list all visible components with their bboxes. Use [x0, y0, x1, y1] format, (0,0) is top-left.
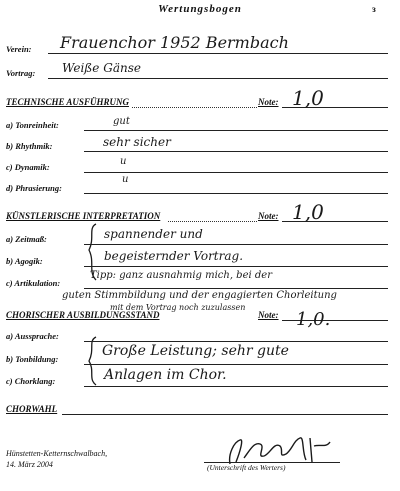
interpretation-note-value: 1,0: [292, 200, 324, 224]
brace-mark-lower: [86, 335, 100, 387]
tonbildung-label: b) Tonbildung:: [6, 354, 59, 364]
tonreinheit-line: [84, 130, 388, 131]
phrasierung-label: d) Phrasierung:: [6, 183, 62, 193]
place-text: Hünstetten-Ketternschwalbach,: [6, 449, 108, 458]
zeitmass-label: a) Zeitmaß:: [6, 234, 47, 244]
vortrag-value: Weiße Gänse: [62, 61, 141, 75]
ausbildung-note-value: 1,0.: [296, 309, 331, 330]
agogik-value: begeisternder Vortrag.: [104, 249, 244, 263]
technik-note-label: Note:: [258, 97, 279, 107]
agogik-label: b) Agogik:: [6, 256, 43, 266]
artikulation-continuation-2: mit dem Vortrag noch zuzulassen: [110, 303, 246, 312]
signature-caption: (Unterschrift des Werters): [207, 463, 286, 472]
ausbildung-note-label: Note:: [258, 310, 279, 320]
zeitmass-value: spannender und: [104, 227, 203, 241]
artikulation-label: c) Artikulation:: [6, 278, 61, 288]
aussprache-label: a) Aussprache:: [6, 331, 59, 341]
interpretation-note-label: Note:: [258, 211, 279, 221]
chorklang-line: [84, 386, 388, 387]
artikulation-continuation-1: guten Stimmbildung und der engagierten Chorleitung: [62, 290, 337, 301]
artikulation-value: Tipp: ganz ausnahmig mich, bei der: [90, 270, 272, 281]
chorwahl-heading: CHORWAHL: [6, 404, 58, 414]
chorklang-value: Anlagen im Chor.: [104, 367, 227, 383]
dynamik-value: u: [120, 156, 127, 167]
agogik-line: [84, 266, 388, 267]
corner-mark: ɜ: [372, 4, 376, 14]
chorwahl-line: [62, 414, 388, 415]
technik-dotline: [132, 107, 257, 108]
ausbildung-heading: CHORISCHER AUSBILDUNGSSTAND: [6, 310, 160, 320]
technik-note-value: 1,0: [292, 86, 324, 110]
interpretation-dotline: [168, 221, 257, 222]
vortrag-line: [48, 78, 388, 79]
verein-value: Frauenchor 1952 Bermbach: [60, 33, 289, 52]
verein-label: Verein:: [6, 44, 32, 54]
chorklang-label: c) Chorklang:: [6, 376, 56, 386]
verein-line: [48, 53, 388, 54]
aussprache-line: [84, 341, 388, 342]
tonbildung-line: [84, 364, 388, 365]
phrasierung-value: u: [122, 174, 129, 185]
technik-heading: TECHNISCHE AUSFÜHRUNG: [6, 97, 129, 107]
page-title: Wertungsbogen: [158, 3, 242, 15]
rhythmik-label: b) Rhythmik:: [6, 141, 53, 151]
dynamik-line: [84, 172, 388, 173]
rhythmik-value: sehr sicher: [103, 135, 171, 149]
tonreinheit-label: a) Tonreinheit:: [6, 120, 59, 130]
tonbildung-value: Große Leistung; sehr gute: [102, 343, 289, 359]
zeitmass-line: [84, 244, 388, 245]
phrasierung-line: [84, 193, 388, 194]
dynamik-label: c) Dynamik:: [6, 162, 50, 172]
date-text: 14. März 2004: [6, 460, 53, 469]
rhythmik-line: [84, 151, 388, 152]
tonreinheit-value: gut: [113, 116, 130, 127]
artikulation-line: [84, 288, 388, 289]
interpretation-heading: KÜNSTLERISCHE INTERPRETATION: [6, 211, 161, 221]
vortrag-label: Vortrag:: [6, 68, 36, 78]
